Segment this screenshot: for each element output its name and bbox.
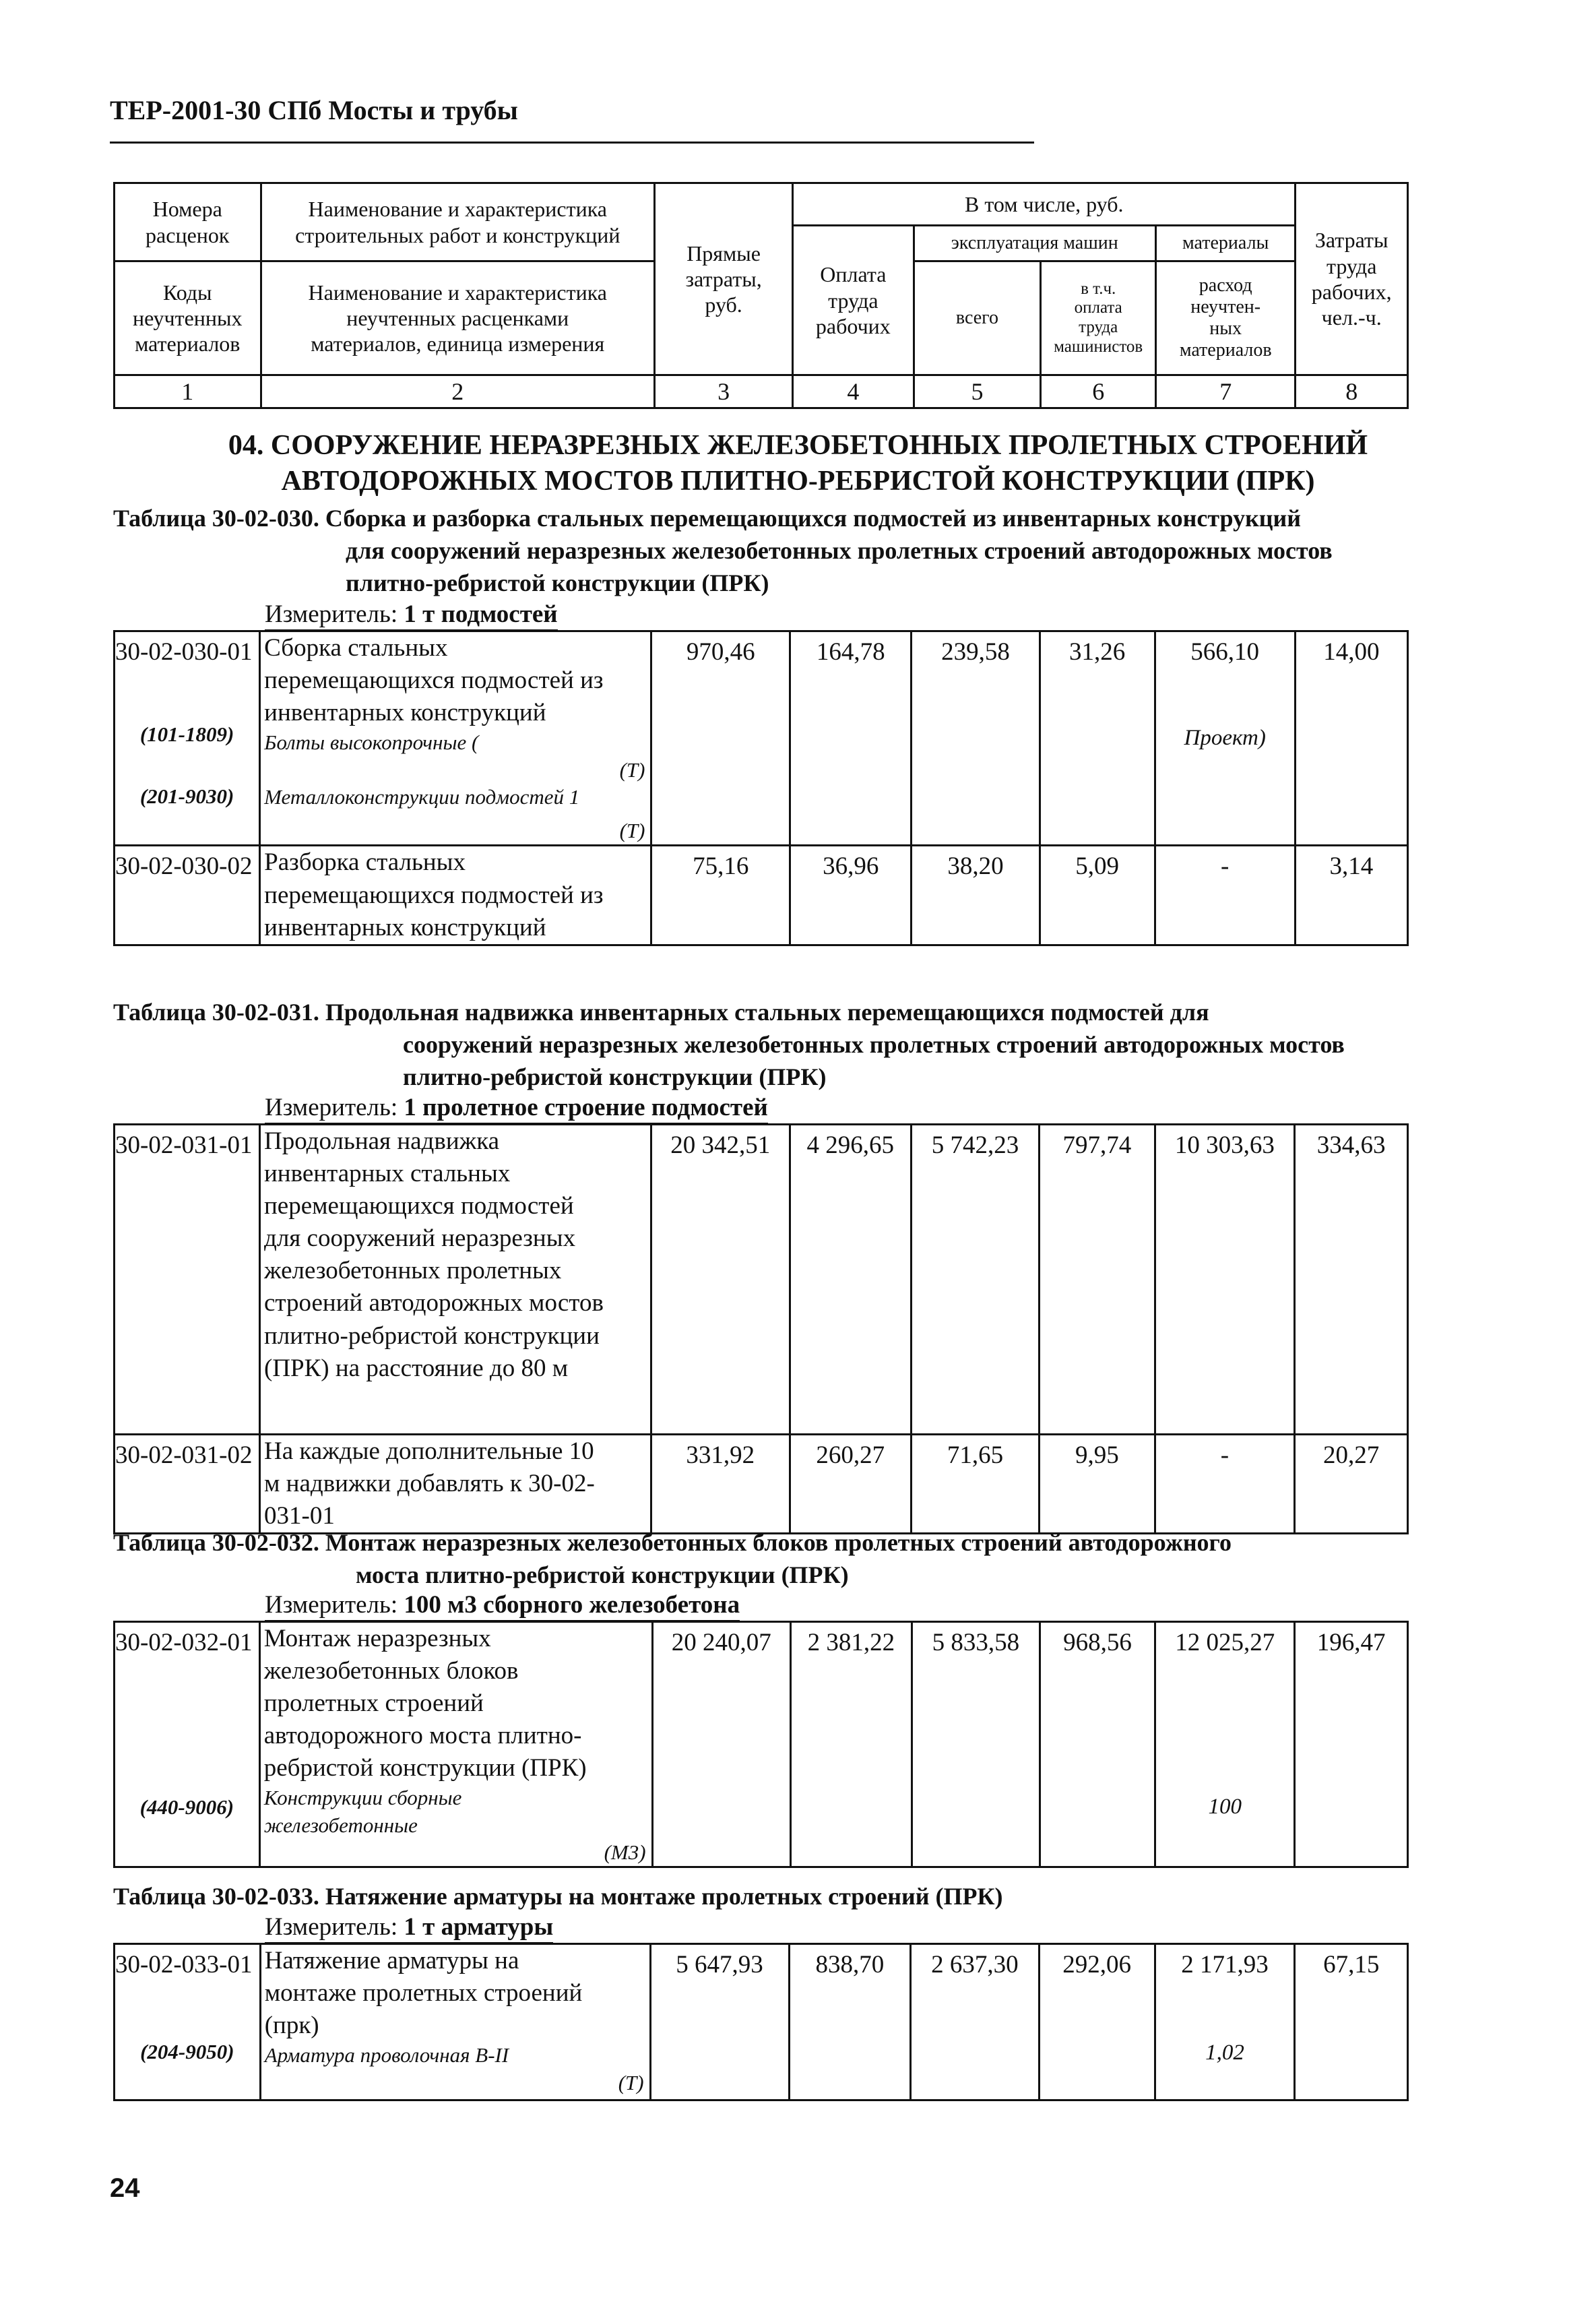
section-title: 04. СООРУЖЕНИЕ НЕРАЗРЕЗНЫХ ЖЕЛЕЗОБЕТОННЫХ ПРОЛЕТНЫХ СТРОЕНИЙ АВТОДОРОЖНЫХ МОСТОВ ПЛИТНО-РЕБРИСТОЙ КОНСТРУКЦИИ (ПРК) [228, 430, 1368, 497]
col-number-1: 1 [115, 375, 261, 408]
direct-costs: 75,16 [651, 846, 790, 945]
col8-header: Затраты труда рабочих, чел.-ч. [1296, 183, 1408, 375]
table-caption-031: Таблица 30-02-031. Продольная надвижка инвентарных стальных перемещающихся подмостей для сооружений неразрезных железобетонных пролетных строений автодорожных мостов плитно-ребристой конструкции (ПРК) [113, 999, 1345, 1091]
rates-table-033 [113, 1943, 1409, 2101]
col-number-7: 7 [1156, 375, 1296, 408]
material-unit: (Т) [618, 2070, 644, 2094]
material-code: (101-1809) [139, 722, 234, 747]
header-rule [110, 142, 1034, 144]
materials-cost: - [1155, 846, 1295, 945]
table-caption-030: Таблица 30-02-030. Сборка и разборка стальных перемещающихся подмостей из инвентарных конструкций для сооружений неразрезных железобетонных пролетных строений автодорожных мостов плитно-ребристой конструкции (ПРК) [113, 505, 1333, 597]
materials-cost: 10 303,63 [1155, 1125, 1294, 1435]
machines-header: эксплуатация машин [914, 226, 1155, 261]
running-header: ТЕР-2001-30 СПб Мосты и трубы [110, 95, 518, 125]
col1-bottom-header: Коды неучтенных материалов [115, 261, 261, 375]
col-number-2: 2 [261, 375, 655, 408]
labor-pay: 838,70 [789, 1944, 911, 2100]
rate-code: 30-02-033-01 (204-9050) [115, 1944, 261, 2100]
rate-code: 30-02-030-02 [115, 846, 260, 945]
col2-top-header: Наименование и характеристика строительных работ и конструкций [261, 183, 655, 261]
labor-pay: 260,27 [790, 1435, 911, 1534]
rates-table-031 [113, 1123, 1409, 1534]
table-row [115, 631, 1408, 846]
machines-total: 2 637,30 [911, 1944, 1039, 2100]
table-row [115, 846, 1408, 945]
measure-031: Измеритель: 1 пролетное строение подмостей [265, 1093, 768, 1125]
material-code: (440-9006) [139, 1795, 234, 1819]
labor-hours: 3,14 [1295, 846, 1407, 945]
machines-total: 71,65 [911, 1435, 1039, 1534]
material-code: (201-9030) [139, 784, 234, 809]
labor-hours: 67,15 [1295, 1944, 1408, 2100]
rate-name: Разборка стальных перемещающихся подмостей из инвентарных конструкций [260, 846, 651, 945]
rate-code: 30-02-031-02 [115, 1435, 260, 1534]
col6-header: в т.ч. оплата труда машинистов [1041, 261, 1156, 375]
col4-header: Оплата труда рабочих [793, 226, 914, 375]
labor-pay: 164,78 [790, 631, 912, 846]
material-name: Металлоконструкции подмостей 1 [264, 784, 580, 809]
rate-name: Сборка стальных перемещающихся подмостей из инвентарных конструкций Болты высокопрочные ( (Т) Металлоконструкции подмостей 1 (Т) [260, 631, 651, 846]
machinists-pay: 292,06 [1039, 1944, 1155, 2100]
table-caption-032: Таблица 30-02-032. Монтаж неразрезных железобетонных блоков пролетных строений автодорожного моста плитно-ребристой конструкции (ПРК) [113, 1529, 1232, 1589]
col-number-4: 4 [793, 375, 914, 408]
material-unit: (М3) [604, 1840, 646, 1865]
materials-header: материалы [1156, 226, 1296, 261]
direct-costs: 970,46 [651, 631, 790, 846]
col5-header: всего [914, 261, 1041, 375]
labor-hours: 20,27 [1295, 1435, 1408, 1534]
measure-033: Измеритель: 1 т арматуры [265, 1912, 553, 1944]
rate-name: Монтаж неразрезных железобетонных блоков пролетных строений автодорожного моста плитно- ребристой конструкции (ПРК) Конструкции сборные железобетонные (М3) [259, 1622, 652, 1867]
material-value: Проект) [1184, 726, 1266, 751]
labor-hours: 14,00 [1295, 631, 1407, 846]
col2-bottom-header: Наименование и характеристика неучтенных расценками материалов, единица измерения [261, 261, 655, 375]
materials-cost: 566,10 Проект) [1155, 631, 1295, 846]
machines-total: 5 833,58 [912, 1622, 1040, 1867]
machines-total: 5 742,23 [911, 1125, 1039, 1435]
rate-code: 30-02-031-01 [115, 1125, 260, 1435]
materials-cost: - [1155, 1435, 1294, 1534]
measure-030: Измеритель: 1 т подмостей [265, 600, 558, 631]
direct-costs: 20 342,51 [651, 1125, 790, 1435]
materials-cost: 12 025,27 100 [1155, 1622, 1295, 1867]
labor-pay: 4 296,65 [790, 1125, 911, 1435]
col1-top-header: Номера расценок [115, 183, 261, 261]
material-name: Болты высокопрочные ( [264, 730, 479, 755]
including-header: В том числе, руб. [793, 183, 1296, 226]
direct-costs: 331,92 [651, 1435, 790, 1534]
column-header-table [113, 182, 1409, 409]
measure-032: Измеритель: 100 м3 сборного железобетона [265, 1590, 740, 1622]
rate-code: 30-02-032-01 (440-9006) [115, 1622, 260, 1867]
rates-table-032 [113, 1621, 1409, 1868]
col-number-8: 8 [1296, 375, 1408, 408]
labor-pay: 36,96 [790, 846, 912, 945]
materials-cost: 2 171,93 1,02 [1155, 1944, 1295, 2100]
labor-hours: 334,63 [1295, 1125, 1408, 1435]
material-name: Конструкции сборные железобетонные [263, 1786, 462, 1837]
col7-header: расход неучтен- ных материалов [1156, 261, 1296, 375]
table-caption-033: Таблица 30-02-033. Натяжение арматуры на монтаже пролетных строений (ПРК) [113, 1883, 1003, 1910]
material-unit: (Т) [619, 757, 645, 782]
table-row [115, 1435, 1408, 1534]
rates-table-030 [113, 630, 1409, 946]
machinists-pay: 31,26 [1040, 631, 1155, 846]
material-value: 1,02 [1205, 2041, 1244, 2065]
material-value: 100 [1208, 1795, 1242, 1819]
machinists-pay: 797,74 [1039, 1125, 1155, 1435]
col-number-5: 5 [914, 375, 1041, 408]
machines-total: 239,58 [912, 631, 1040, 846]
table-row [115, 1622, 1408, 1867]
machines-total: 38,20 [912, 846, 1040, 945]
rate-name: На каждые дополнительные 10 м надвижки добавлять к 30-02- 031-01 [260, 1435, 651, 1534]
labor-hours: 196,47 [1295, 1622, 1408, 1867]
machinists-pay: 5,09 [1040, 846, 1155, 945]
material-code: (204-9050) [140, 2040, 234, 2064]
table-row [115, 1944, 1408, 2100]
labor-pay: 2 381,22 [790, 1622, 912, 1867]
col3-header: Прямые затраты, руб. [655, 183, 793, 375]
col-number-6: 6 [1041, 375, 1156, 408]
material-name: Арматура проволочная В-II [264, 2043, 509, 2067]
rate-code: 30-02-030-01 (101-1809) (201-9030) [115, 631, 260, 846]
machinists-pay: 9,95 [1039, 1435, 1155, 1534]
rate-name: Продольная надвижка инвентарных стальных перемещающихся подмостей для сооружений неразрезных железобетонных пролетных строений автодорожных мостов плитно-ребристой конструкции (ПРК) на расстояние до 80 м [260, 1125, 651, 1435]
machinists-pay: 968,56 [1040, 1622, 1155, 1867]
col-number-3: 3 [655, 375, 793, 408]
page-number: 24 [110, 2173, 140, 2203]
direct-costs: 5 647,93 [650, 1944, 789, 2100]
material-unit: (Т) [619, 819, 645, 843]
rate-name: Натяжение арматуры на монтаже пролетных строений (прк) Арматура проволочная В-II (Т) [260, 1944, 650, 2100]
direct-costs: 20 240,07 [652, 1622, 790, 1867]
table-row [115, 1125, 1408, 1435]
